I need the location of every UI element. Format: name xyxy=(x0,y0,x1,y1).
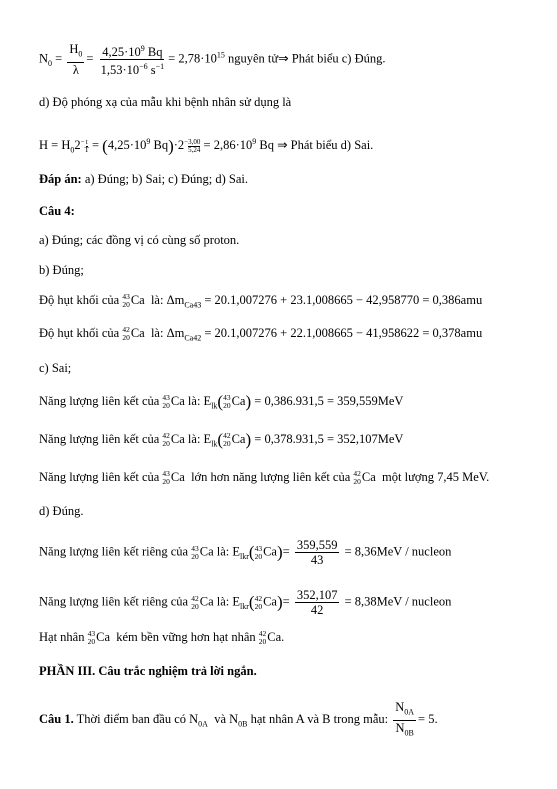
q4-c: c) Sai; xyxy=(39,361,72,375)
q1-text: Thời điểm ban đầu có xyxy=(76,711,186,726)
answer-text: a) Đúng; b) Sai; c) Đúng; d) Sai. xyxy=(84,172,249,186)
binding-43-eq: = 0,386.931,5 = 359,559MeV xyxy=(254,394,404,408)
nucleus-text-2: kém bền vững hơn hạt nhân xyxy=(116,630,256,644)
q4-b: b) Đúng; xyxy=(39,263,84,277)
binding-label: Năng lượng liên kết của xyxy=(39,394,160,408)
binding-42: Năng lượng liên kết của 42 20 Ca là: $E_{lk}$( 42 20 Ca) = 0,378.931,5 = 352,107MeV xyxy=(39,430,404,450)
q1-ratio-value: = 5. xyxy=(418,711,438,726)
mass-defect-43: Độ hụt khối của 43 20 Ca là: $\Delta m_{Ca43} = 20.1,007276 + 23.1,008665 - 42,958770 = 0,386amu$ xyxy=(39,292,483,310)
h-formula-line: $H = H_02$ − $\frac{t}{T}$ = ($4,25\cdot 10^9$ Bq)·2 − $\frac{3,00}{5,24}$ = $2,86\cdot 10^9$ Bq ⇒ Phát biểu d) Sai. xyxy=(39,136,374,156)
specific-43-den: 43 xyxy=(310,553,324,567)
specific-42-den: 42 xyxy=(310,603,324,617)
d-intro: d) Độ phóng xạ của mẫu khi bệnh nhân sử dụng là xyxy=(39,95,292,109)
specific-43-num: 359,559 xyxy=(296,538,338,552)
binding-43: Năng lượng liên kết của 43 20 Ca là: $E_{lk}$( 43 20 Ca) = 0,386.931,5 = 359,559MeV xyxy=(39,392,404,412)
n0-formula-line: $N_0$ = $\frac{H_0}{\lambda}$ = $\frac{4,25\cdot 10^9 Bq}{1,53\cdot 10^{-6} s^{-1}}$ = $2,78\cdot 10^{15}$ nguyên tử⇒ Phát biểu c) Đúng. xyxy=(39,42,386,78)
specific-43: Năng lượng liên kết riêng của 43 20 Ca là: $E_{lkr}$( 43 20 Ca)= $\frac{359,559}{43}$ = 8,36MeV / nucleon xyxy=(39,538,452,567)
nucleus-stability: Hạt nhân 43 20 Ca kém bền vững hơn hạt nhân 42 20 Ca. xyxy=(39,629,285,647)
binding-compare: Năng lượng liên kết của 43 20 Ca lớn hơn năng lượng liên kết của 42 20 Ca một lượng 7,45 MeV. xyxy=(39,469,490,487)
q4-heading: Câu 4: xyxy=(39,204,75,218)
q1-line: Câu 1. Thời điểm ban đầu có $N_{0A}$ và $N_{0B}$ hạt nhân A và B trong mẫu: $\frac{N_{0A}}{N_{0B}}$ = 5. xyxy=(39,700,438,737)
specific-43-result: = 8,36MeV / nucleon xyxy=(344,544,452,559)
specific-42: Năng lượng liên kết riêng của 42 20 Ca là: $E_{lkr}$( 42 20 Ca)= $\frac{352,107}{42}$ = 8,38MeV / nucleon xyxy=(39,588,452,617)
q1-text2: hạt nhân A và B trong mẫu: xyxy=(250,711,389,726)
part3-heading: PHẦN III. Câu trắc nghiệm trả lời ngắn. xyxy=(39,664,257,678)
answer-label: Đáp án: xyxy=(39,172,82,186)
mass-defect-label: Độ hụt khối của xyxy=(39,293,120,307)
binding-42-eq: = 0,378.931,5 = 352,107MeV xyxy=(254,432,404,446)
specific-label: Năng lượng liên kết riêng của xyxy=(39,544,189,559)
mass-defect-42: Độ hụt khối của 42 20 Ca là: $\Delta m_{Ca42} = 20.1,007276 + 22.1,008665 - 41,958622 = 0,378amu$ xyxy=(39,325,483,343)
answer-line xyxy=(39,171,248,187)
n0-unit-text: nguyên tử xyxy=(227,51,279,66)
binding-label: Năng lượng liên kết của xyxy=(39,470,160,484)
specific-42-num: 352,107 xyxy=(296,588,338,602)
specific-42-result: = 8,38MeV / nucleon xyxy=(344,594,452,609)
specific-label: Năng lượng liên kết riêng của xyxy=(39,594,189,609)
binding-compare-end: một lượng 7,45 MeV. xyxy=(382,470,490,484)
q1-label: Câu 1. xyxy=(39,711,74,726)
mass-defect-42-eq: = 20.1,007276 + 22.1,008665 − 41,958622 = 0,378amu xyxy=(204,326,483,340)
nucleus-text-1: Hạt nhân xyxy=(39,630,85,644)
q1-and: và xyxy=(214,711,226,726)
binding-label: Năng lượng liên kết của xyxy=(39,432,160,446)
mass-defect-43-eq: = 20.1,007276 + 23.1,008665 − 42,958770 = 0,386amu xyxy=(204,293,483,307)
h-conclusion: Phát biểu d) Sai. xyxy=(290,138,374,153)
q4-a: a) Đúng; các đồng vị có cùng số proton. xyxy=(39,233,240,247)
n0-conclusion: Phát biểu c) Đúng. xyxy=(291,51,386,66)
mass-defect-label: Độ hụt khối của xyxy=(39,326,120,340)
binding-compare-mid: lớn hơn năng lượng liên kết của xyxy=(191,470,351,484)
q4-d: d) Đúng. xyxy=(39,504,84,518)
